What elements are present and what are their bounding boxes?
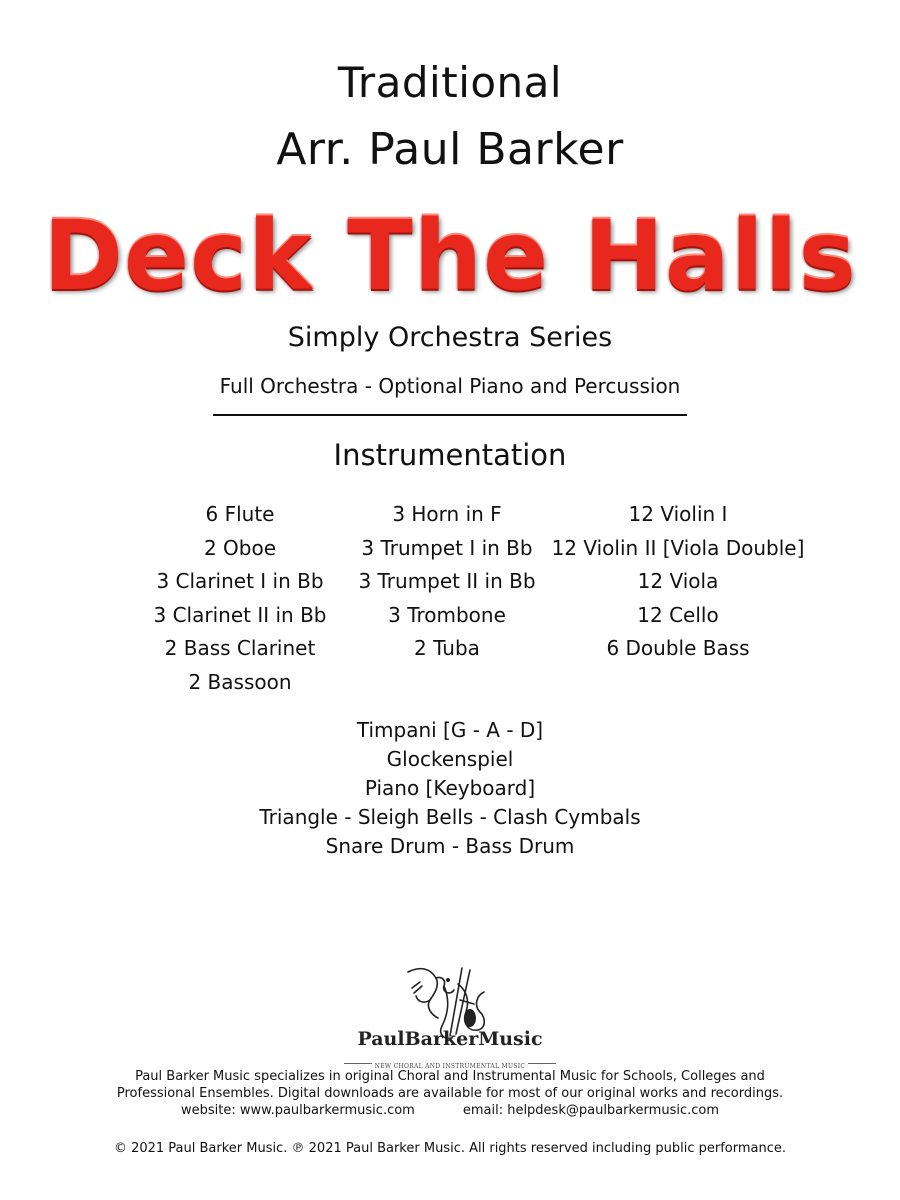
instrument-item: 3 Horn in F — [392, 502, 502, 526]
composer-credit: Traditional — [337, 58, 563, 107]
footer-line: Paul Barker Music specializes in original Choral and Instrumental Music for Schools, Colleges and — [135, 1069, 765, 1084]
divider — [344, 1063, 372, 1064]
instrument-item: Triangle - Sleigh Bells - Clash Cymbals — [259, 805, 641, 829]
instrument-item: 3 Clarinet I in Bb — [156, 569, 324, 594]
instrument-item: 6 Double Bass — [606, 636, 750, 661]
instrument-item: 3 Trumpet II in Bb — [358, 569, 536, 594]
ensemble-subtitle: Full Orchestra - Optional Piano and Percussion — [219, 374, 681, 398]
instrument-item: 3 Trumpet I in Bb — [361, 535, 533, 560]
instrument-item: 12 Cello — [637, 602, 719, 627]
instrument-item: 2 Oboe — [203, 535, 277, 560]
instrument-item: 12 Violin II [Viola Double] — [551, 535, 805, 560]
divider — [213, 414, 687, 416]
brand-tagline: NEW CHORAL AND INSTRUMENTAL MUSIC — [374, 1063, 526, 1070]
instrument-item: 2 Tuba — [414, 636, 480, 661]
arranger-credit: Arr. Paul Barker — [276, 124, 624, 175]
website-link[interactable]: website: www.paulbarkermusic.com — [180, 1103, 415, 1118]
contact-row — [0, 1102, 900, 1119]
instrument-item: Snare Drum - Bass Drum — [325, 834, 575, 858]
instrument-item: Glockenspiel — [386, 747, 514, 771]
brand-name: PaulBarkerMusic — [357, 1028, 543, 1050]
email-link[interactable]: email: helpdesk@paulbarkermusic.com — [462, 1103, 720, 1118]
instrument-item: 2 Bassoon — [188, 669, 292, 694]
title-text: Deck The Halls — [43, 200, 857, 312]
instrumentation-heading: Instrumentation — [333, 438, 567, 472]
strings-column — [548, 498, 808, 666]
footer-info — [0, 1068, 900, 1119]
divider — [528, 1063, 556, 1064]
instrument-item: 12 Violin I — [628, 502, 728, 526]
page-title — [0, 200, 900, 312]
copyright-notice: © 2021 Paul Barker Music. ℗ 2021 Paul Barker Music. All rights reserved including public performance. — [113, 1141, 787, 1156]
instrument-item: Piano [Keyboard] — [364, 776, 536, 800]
instrument-item: 12 Viola — [637, 569, 719, 594]
brass-column — [347, 498, 547, 666]
series-name: Simply Orchestra Series — [287, 322, 613, 353]
instrument-item: Timpani [G - A - D] — [356, 718, 544, 742]
percussion-list — [0, 716, 900, 861]
woodwinds-column — [140, 498, 340, 700]
instrument-item: 6 Flute — [205, 502, 275, 526]
instrument-item: 3 Clarinet II in Bb — [153, 602, 327, 627]
instrument-item: 3 Trombone — [388, 602, 506, 627]
instrument-item: 2 Bass Clarinet — [164, 636, 316, 661]
footer-line: Professional Ensembles. Digital downloads are available for most of our original works and recordings. — [116, 1086, 784, 1101]
